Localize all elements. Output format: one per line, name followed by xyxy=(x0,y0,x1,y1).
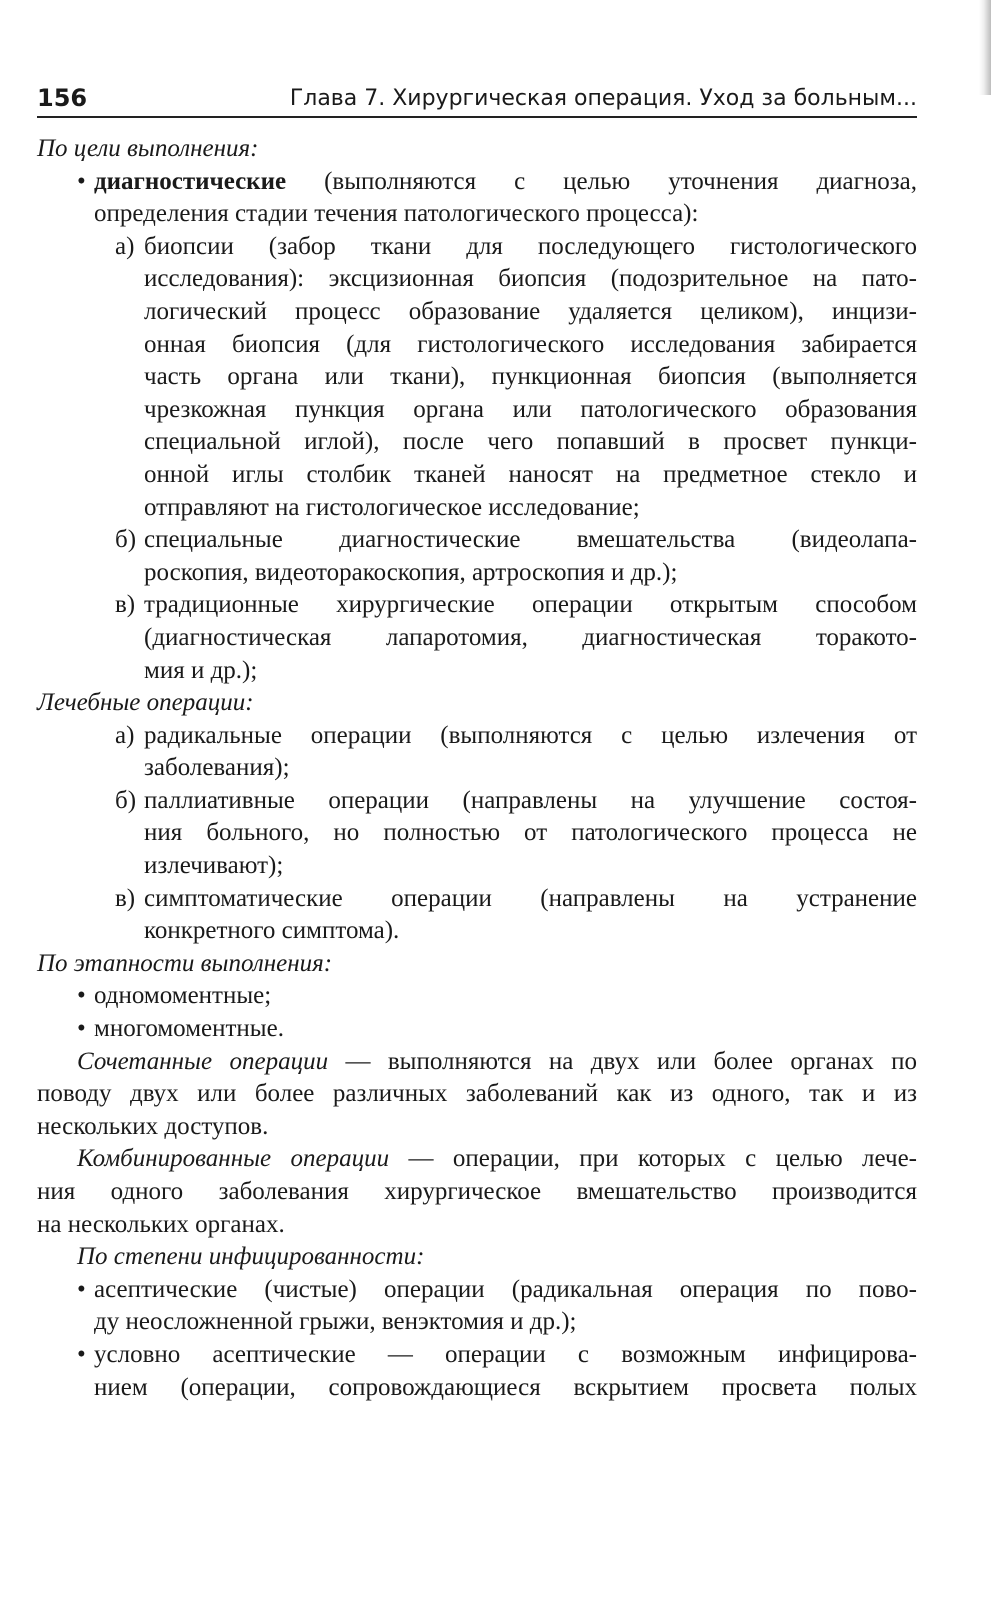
italic-text: Лечебные операции: xyxy=(37,689,254,717)
text-line xyxy=(77,166,917,199)
item-letter: а) xyxy=(115,721,135,749)
bullet-marker: • xyxy=(77,1015,86,1043)
text-run: логический процесс образование удаляется целиком), инцизи- xyxy=(144,297,917,325)
text-line xyxy=(77,1241,917,1274)
item-letter: б) xyxy=(115,786,137,814)
bullet-marker: • xyxy=(77,167,86,195)
text-run: ния одного заболевания хирургическое вмешательство производится xyxy=(37,1178,917,1205)
text-line xyxy=(115,883,917,916)
text-run: конкретного симптома). xyxy=(144,917,400,945)
text-line xyxy=(144,329,917,362)
text-line xyxy=(77,1143,917,1176)
text-line xyxy=(144,850,917,883)
italic-text: По цели выполнения: xyxy=(37,135,259,162)
text-run: исследования): эксцизионная биопсия (подозрительное на пато- xyxy=(144,265,917,293)
body-text xyxy=(37,133,917,1404)
text-run: чрезкожная пункция органа или патологического образования xyxy=(144,395,917,423)
bullet-marker: • xyxy=(77,1275,86,1303)
bullet-marker: • xyxy=(77,982,86,1010)
text-line xyxy=(115,720,917,753)
text-line xyxy=(115,231,917,264)
text-line xyxy=(144,394,917,427)
bold-term: диагностические xyxy=(94,167,287,195)
italic-text: По степени инфицированности: xyxy=(77,1243,425,1271)
text-run: паллиативные операции (направлены на улучшение состоя- xyxy=(144,786,917,814)
bullet-marker: • xyxy=(77,1340,86,1368)
text-run: асептические (чистые) операции (радикальная операция по пово- xyxy=(94,1275,917,1303)
text-line xyxy=(144,622,917,655)
text-line xyxy=(144,557,917,590)
text-line xyxy=(144,263,917,296)
text-line xyxy=(77,1046,917,1079)
item-letter: в) xyxy=(115,884,136,912)
text-run: симптоматические операции (направлены на устранение xyxy=(144,884,917,912)
text-run: ния больного, но полностью от патологического процесса не xyxy=(144,819,917,847)
text-line xyxy=(37,1209,917,1242)
text-run: традиционные хирургические операции открытым способом xyxy=(144,591,917,619)
text-run: роскопия, видеоторакоскопия, артроскопия и др.); xyxy=(144,558,678,586)
text-line xyxy=(144,459,917,492)
text-line xyxy=(115,589,917,622)
text-run: определения стадии течения патологического процесса): xyxy=(94,200,699,228)
text-run: (диагностическая лапаротомия, диагностическая торакото- xyxy=(144,623,917,651)
text-line xyxy=(144,655,917,688)
text-run: отправляют на гистологическое исследование; xyxy=(144,493,640,521)
text-line xyxy=(37,1176,917,1209)
text-line xyxy=(144,296,917,329)
item-letter: а) xyxy=(115,232,135,260)
page-header xyxy=(37,82,917,118)
text-run: многомоментные. xyxy=(94,1015,284,1043)
text-run: — выполняются на двух или более органах по xyxy=(328,1047,917,1075)
text-run: излечивают); xyxy=(144,852,284,880)
text-run: — операции, при которых с целью лече- xyxy=(389,1145,917,1173)
item-letter: в) xyxy=(115,591,136,619)
text-line xyxy=(37,687,917,720)
text-run: радикальные операции (выполняются с целью излечения от xyxy=(144,721,917,749)
text-run: (выполняются с целью уточнения диагноза, xyxy=(286,167,917,195)
text-run: мия и др.); xyxy=(144,656,258,684)
text-line xyxy=(77,1013,917,1046)
text-line xyxy=(144,492,917,525)
running-head: Глава 7. Хирургическая операция. Уход за больным... xyxy=(289,86,917,111)
text-run: заболевания); xyxy=(144,754,290,782)
text-line xyxy=(115,524,917,557)
page-number: 156 xyxy=(37,84,88,112)
text-run: условно асептические — операции с возможным инфицирова- xyxy=(94,1340,917,1368)
italic-text: Сочетанные операции xyxy=(77,1047,329,1075)
italic-text: Комбинированные операции xyxy=(77,1145,390,1173)
text-line xyxy=(115,785,917,818)
text-line xyxy=(77,1274,917,1307)
text-line xyxy=(144,817,917,850)
text-line xyxy=(37,1111,917,1144)
text-run: нием (операции, сопровождающиеся вскрытием просвета полых xyxy=(94,1373,917,1401)
text-line xyxy=(144,361,917,394)
text-run: специальной иглой), после чего попавший в просвет пункци- xyxy=(144,428,917,456)
text-run: онной иглы столбик тканей наносят на предметное стекло и xyxy=(144,460,917,488)
text-run: часть органа или ткани), пункционная биопсия (выполняется xyxy=(144,363,917,391)
text-run: ду неосложненной грыжи, венэктомия и др.); xyxy=(94,1308,577,1336)
italic-text: По этапности выполнения: xyxy=(37,949,333,977)
text-line xyxy=(144,915,917,948)
text-run: одномоментные; xyxy=(94,982,272,1010)
text-run: поводу двух или более различных заболеваний как из одного, так и из xyxy=(37,1080,917,1108)
text-line xyxy=(144,752,917,785)
text-line xyxy=(144,426,917,459)
text-run: биопсии (забор ткани для последующего гистологического xyxy=(144,232,917,260)
text-run: онная биопсия (для гистологического исследования забирается xyxy=(144,330,917,358)
text-run: нескольких доступов. xyxy=(37,1112,269,1140)
scan-edge-shadow xyxy=(979,0,991,95)
text-line xyxy=(37,133,917,166)
text-line xyxy=(94,198,917,231)
text-line xyxy=(77,1339,917,1372)
text-run: специальные диагностические вмешательства (видеолапа- xyxy=(144,526,917,554)
item-letter: б) xyxy=(115,526,137,554)
text-line xyxy=(94,1372,917,1405)
text-line xyxy=(37,1078,917,1111)
text-line xyxy=(77,980,917,1013)
text-line xyxy=(94,1306,917,1339)
text-run: на нескольких органах. xyxy=(37,1210,285,1238)
text-line xyxy=(37,948,917,981)
